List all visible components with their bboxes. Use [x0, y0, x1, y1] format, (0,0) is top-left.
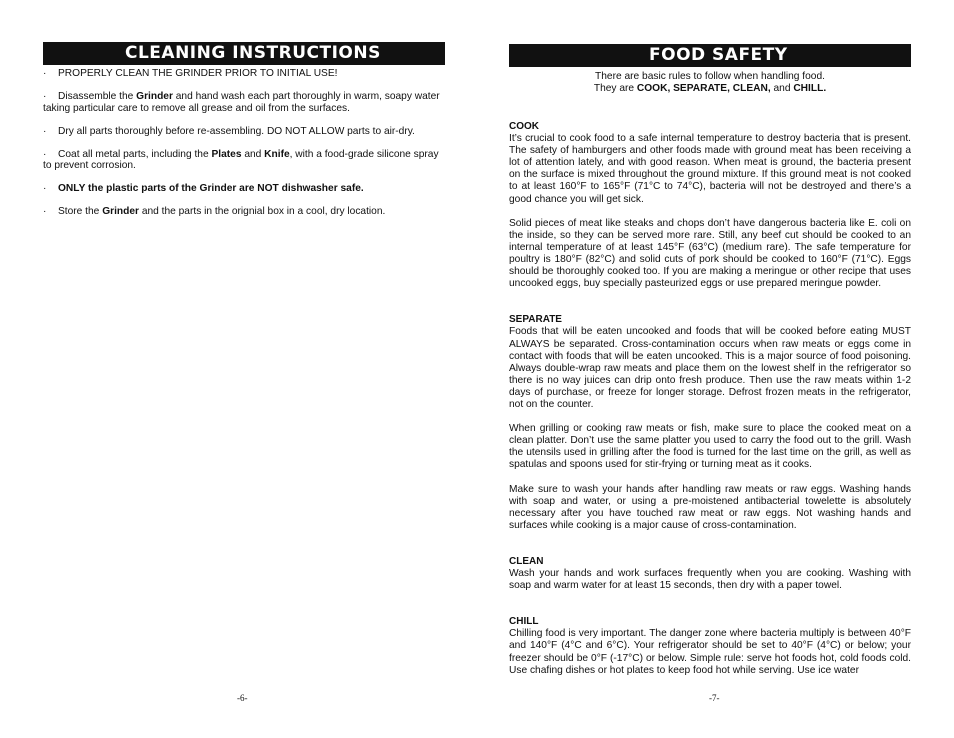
bullet-mark: · — [43, 68, 47, 79]
food-safety-body — [509, 121, 911, 677]
list-item: · Coat all metal parts, including the Plates and Knife, with a food-grade silicone spray to prevent corrosion. — [43, 148, 439, 171]
separate-paragraph-1: Foods that will be eaten uncooked and foods that will be cooked before eating MUST ALWAYS be separated. Cross-contamination occurs when raw meats or eggs come in contact with foods that will be eaten uncooked. This is a major source of food poisoning. Always double-wrap raw meats and place them on the lowest shelf in the refrigerator so there is no way juices can drip onto fresh produce. Then use the raw meats within 1-2 days of purchase, or freeze for longer storage. Defrost frozen meats in the refrigerator, not on the counter. — [509, 326, 911, 410]
separate-paragraph-2: When grilling or cooking raw meats or fish, make sure to place the cooked meat on a clean platter. Don’t use the same platter you used to carry the food out to the grill. Wash the utensils used in grilling after the food is turned for the last time on the grill, as well as spatulas and spoons used for stir-frying or turning meat as it cooks. — [509, 423, 911, 471]
clean-heading: CLEAN — [509, 556, 544, 567]
chill-paragraph: Chilling food is very important. The danger zone where bacteria multiply is between 40°F and 140°F (4°C and 6°C). Your refrigerator should be set to 40°F (4°C) or below; your freezer should be 0°F (-17°C) or below. Simple rule: serve hot foods hot, cold foods cold. Use chafing dishes or hot plates to keep food hot while serving. Use ice water — [509, 628, 911, 676]
bullet-mark: · — [43, 125, 47, 137]
list-item: · PROPERLY CLEAN THE GRINDER PRIOR TO INITIAL USE! — [43, 68, 338, 79]
bullet-mark: · — [43, 91, 47, 102]
list-item: · ONLY the plastic parts of the Grinder are NOT dishwasher safe. — [43, 183, 364, 194]
list-item: · Store the Grinder and the parts in the orignial box in a cool, dry location. — [43, 206, 386, 217]
chill-heading: CHILL — [509, 616, 539, 628]
food-safety-title: FOOD SAFETY — [509, 44, 911, 67]
separate-heading: SEPARATE — [509, 314, 562, 326]
cook-paragraph-1: It’s crucial to cook food to a safe internal temperature to destroy bacteria that is present. The safety of hamburgers and other foods made with ground meat has been receiving a lot of attention lately, and with good reason. When meat is ground, the bacteria present on the surface is mixed throughout the ground mixture. If this ground meat is not cooked to at least 160°F to 165°F (71°C to 74°C), bacteria will not be destroyed and there’s a good chance you will get sick. — [509, 133, 911, 205]
page-number-right: -7- — [709, 693, 720, 703]
bullet-mark: · — [43, 183, 47, 194]
cleaning-title: CLEANING INSTRUCTIONS — [43, 42, 445, 65]
separate-paragraph-3: Make sure to wash your hands after handling raw meats or raw eggs. Washing hands with soap and water, or using a pre-moistened antibacterial towelette is absolutely necessary after you have touched raw meat or raw eggs. Not washing hands and surfaces while cooking is a major cause of cross-contamination. — [509, 483, 911, 531]
cook-paragraph-2: Solid pieces of meat like steaks and chops don’t have dangerous bacteria like E. coli on the inside, so they can be served more rare. Still, any beef cut should be cooked to an internal temperature of at least 145°F (63°C) (medium rare). The safe temperature for poultry is 180°F (82°C) and solid cuts of pork should be cooked to 160°F (71°C). Eggs should be thoroughly cooked too. If you are making a meringue or other recipe that uses uncooked eggs, buy specially pasteurized eggs or use prepared meringue powder. — [509, 217, 911, 290]
bullet-mark: · — [43, 148, 47, 160]
list-item: · Disassemble the Grinder and hand wash each part thoroughly in warm, soapy water taking particular care to remove all grease and oil from the surfaces. — [43, 91, 440, 114]
list-item: · Dry all parts thoroughly before re-assembling. DO NOT ALLOW parts to air-dry. — [43, 125, 415, 137]
clean-paragraph: Wash your hands and work surfaces frequently when you are cooking. Washing with soap and warm water for at least 15 seconds, then dry with a paper towel. — [509, 568, 911, 592]
cleaning-list — [43, 68, 445, 229]
food-safety-intro: There are basic rules to follow when handling food. They are COOK, SEPARATE, CLEAN, and CHILL. — [593, 71, 827, 95]
cook-heading: COOK — [509, 121, 539, 132]
bullet-mark: · — [43, 206, 47, 217]
page-number-left: -6- — [237, 693, 248, 703]
